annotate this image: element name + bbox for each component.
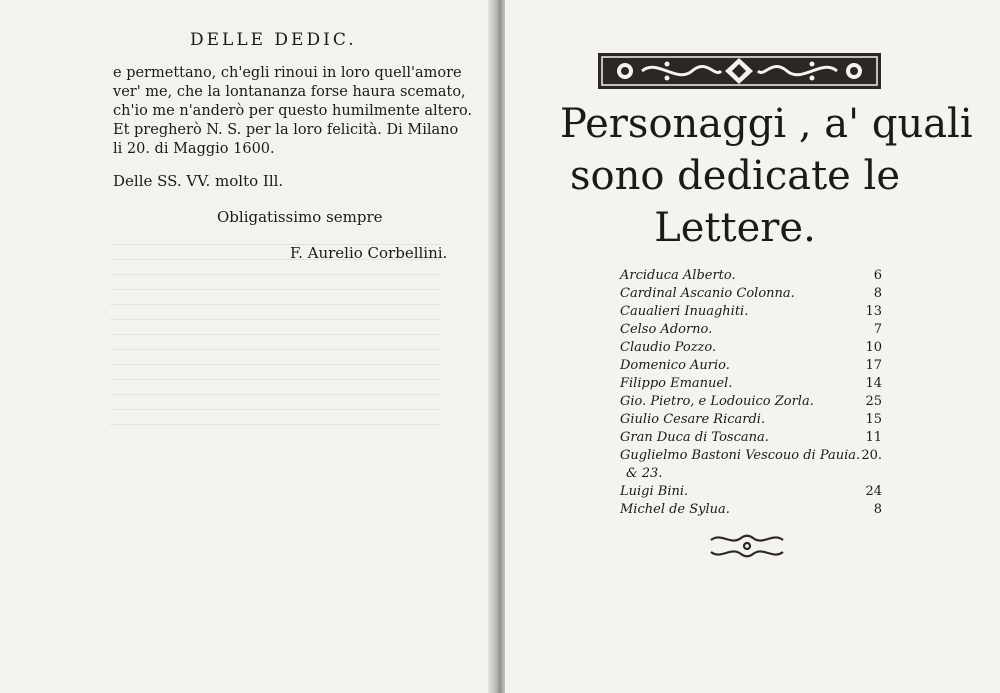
letter-line: li 20. di Maggio 1600. — [113, 141, 275, 157]
title-line: sono dedicate le — [569, 153, 901, 199]
left-page — [0, 0, 495, 693]
list-item: Domenico Aurio. 17 — [620, 358, 882, 373]
tailpiece-ornament — [707, 532, 787, 560]
list-item: & 23. — [626, 466, 663, 481]
closing: Obligatissimo sempre — [217, 208, 383, 226]
letter-line: e permettano, ch'egli rinoui in loro quell'amore — [113, 65, 462, 81]
title-line: Personaggi , a' quali — [560, 101, 973, 147]
signature: F. Aurelio Corbellini. — [290, 244, 448, 262]
salutation: Delle SS. VV. molto Ill. — [113, 172, 284, 190]
letter-line: ch'io me n'anderò per questo humilmente altero. — [113, 103, 473, 119]
letter-text — [113, 64, 473, 159]
headpiece-ornament — [597, 52, 882, 90]
letter-line: Et pregherò N. S. per la loro felicità. Di Milano — [113, 122, 459, 138]
list-item: Arciduca Alberto. 6 — [620, 268, 882, 283]
list-item: Guglielmo Bastoni Vescouo di Pauia. 20. — [620, 448, 882, 463]
list-item: Giulio Cesare Ricardi. 15 — [620, 412, 882, 427]
dedication-index — [620, 268, 882, 520]
page-title — [560, 98, 973, 254]
list-item: Celso Adorno. 7 — [620, 322, 882, 337]
running-head: DELLE DEDIC. — [190, 30, 357, 50]
list-item: Filippo Emanuel. 14 — [620, 376, 882, 391]
list-item: Claudio Pozzo. 10 — [620, 340, 882, 355]
letter-line: ver' me, che la lontananza forse haura scemato, — [113, 84, 466, 100]
list-item: Caualieri Inuaghiti. 13 — [620, 304, 882, 319]
list-item: Cardinal Ascanio Colonna. 8 — [620, 286, 882, 301]
list-item: Luigi Bini. 24 — [620, 484, 882, 499]
title-line: Lettere. — [654, 205, 816, 251]
list-item: Michel de Sylua. 8 — [620, 502, 882, 517]
list-item: Gran Duca di Toscana. 11 — [620, 430, 882, 445]
list-item: Gio. Pietro, e Lodouico Zorla. 25 — [620, 394, 882, 409]
